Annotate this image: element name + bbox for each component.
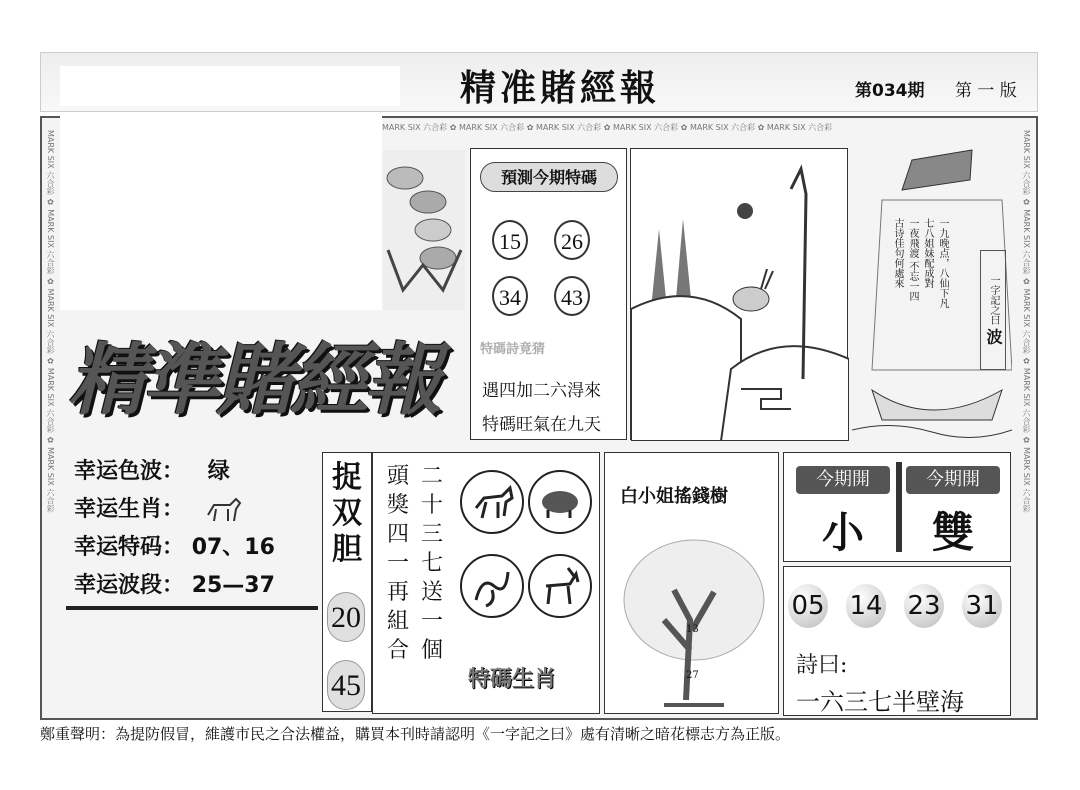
tip-char: 七 xyxy=(420,551,443,576)
shuangdan-number: 45 xyxy=(327,660,365,710)
open-value-parity: 雙 xyxy=(932,508,975,557)
border-text: MARK SIX 六合彩 xyxy=(46,130,55,196)
border-text: MARK SIX 六合彩 xyxy=(766,123,833,132)
boat-poem-line: 一夜飛渡 不忘一四 xyxy=(907,218,918,302)
result-number: 14 xyxy=(846,584,886,628)
lucky-zodiac-row xyxy=(74,492,244,525)
horse-icon xyxy=(204,495,244,525)
issue-number: 第034期 xyxy=(855,81,925,101)
open-divider xyxy=(896,462,902,552)
border-text: MARK SIX 六合彩 xyxy=(1022,209,1031,275)
lucky-tema-label: 幸运特码： xyxy=(74,535,185,560)
shuangdan-title xyxy=(328,460,366,568)
border-strip-right: MARK SIX 六合彩 ✿ MARK SIX 六合彩 ✿ MARK SIX 六合彩 ✿ MARK SIX 六合彩 ✿ MARK SIX 六合彩 xyxy=(1022,130,1031,513)
result-number: 23 xyxy=(904,584,944,628)
boat-poem-line: 古诗佳句何處來 xyxy=(892,218,903,288)
border-strip-top: MARK SIX 六合彩 ✿ MARK SIX 六合彩 ✿ MARK SIX 六合彩 ✿ MARK SIX 六合彩 ✿ MARK SIX 六合彩 ✿ MARK SIX 六合彩 xyxy=(382,123,833,132)
zodiac-dragon-icon xyxy=(460,554,524,618)
lucky-segment-value: 25—37 xyxy=(191,573,275,598)
lucky-color-value: 绿 xyxy=(207,459,230,484)
open-tag: 今期開 xyxy=(796,466,890,494)
tip-char: 一 xyxy=(420,609,443,634)
tip-char: 二 xyxy=(420,464,443,489)
footer-notice: 鄭重聲明：為提防假冒，維護市民之合法權益，購買本刊時請認明《一字記之曰》處有清晰之暗花標志方為正版。 xyxy=(40,722,1038,746)
balls-icon xyxy=(383,150,465,310)
rabbit-hill-icon xyxy=(631,149,849,441)
lucky-tema-value: 07、16 xyxy=(191,535,275,560)
tip-char: 一 xyxy=(386,551,409,576)
lucky-color-label: 幸运色波： xyxy=(74,459,185,484)
tip-char: 送 xyxy=(420,580,443,605)
poem-label: 詩曰: xyxy=(796,653,848,678)
lucky-segment-row xyxy=(74,568,275,599)
tip-char: 組 xyxy=(386,609,409,634)
tip-column-2 xyxy=(420,462,444,665)
header-blank-area xyxy=(60,66,400,106)
border-text: MARK SIX 六合彩 xyxy=(46,288,55,354)
open-tag: 今期開 xyxy=(906,466,1000,494)
boat-poem xyxy=(890,218,950,368)
border-text: MARK SIX 六合彩 xyxy=(1022,288,1031,354)
lottery-balls-illustration xyxy=(383,150,465,310)
tema-zodiac-title: 特碼生肖 xyxy=(468,666,557,692)
border-text: MARK SIX 六合彩 xyxy=(46,447,55,513)
boat-poem-line: 一九晚点，八仙下凡 xyxy=(937,218,948,308)
side-label: 一字記之曰 xyxy=(988,275,999,326)
tree-icon xyxy=(614,520,774,710)
lucky-color-row xyxy=(74,454,230,485)
side-char: 波 xyxy=(984,328,1003,345)
tip-char: 頭 xyxy=(386,464,409,489)
prediction-number: 34 xyxy=(492,276,528,316)
border-text: MARK SIX 六合彩 xyxy=(382,123,448,132)
tip-char: 十 xyxy=(420,493,443,518)
border-text: MARK SIX 六合彩 xyxy=(689,123,756,132)
border-text: MARK SIX 六合彩 xyxy=(1022,367,1031,434)
edition-label: 第 一 版 xyxy=(955,81,1017,101)
tree-label: 13 xyxy=(686,624,699,635)
prediction-title: 預測今期特碼 xyxy=(480,162,618,192)
tip-char: 再 xyxy=(386,580,409,605)
poem-line: 遇四加二六淂來 xyxy=(482,381,601,401)
tip-char: 四 xyxy=(386,522,409,547)
border-text: MARK SIX 六合彩 xyxy=(1022,130,1031,196)
zodiac-dog-icon xyxy=(460,470,524,534)
prediction-number: 43 xyxy=(554,276,590,316)
lucky-zodiac-label: 幸运生肖： xyxy=(74,497,185,522)
money-tree-illustration xyxy=(614,520,774,710)
shuangdan-number: 20 xyxy=(327,592,365,642)
tree-label: 27 xyxy=(686,670,699,681)
lucky-segment-label: 幸运波段： xyxy=(74,573,185,598)
zodiac-goat-icon xyxy=(528,554,592,618)
page-title: 精准賭經報 xyxy=(460,67,661,109)
tip-char: 合 xyxy=(386,638,409,663)
result-number: 05 xyxy=(788,584,828,628)
blank-area xyxy=(60,112,382,310)
open-value-size: 小 xyxy=(822,508,865,557)
poem-line: 特碼旺氣在九天 xyxy=(482,415,601,435)
zodiac-pig-icon xyxy=(528,470,592,534)
border-strip-left: MARK SIX 六合彩 ✿ MARK SIX 六合彩 ✿ MARK SIX 六合彩 ✿ MARK SIX 六合彩 ✿ MARK SIX 六合彩 xyxy=(46,130,55,513)
tip-char: 三 xyxy=(420,522,443,547)
divider xyxy=(66,606,318,610)
money-tree-title: 白小姐搖錢樹 xyxy=(620,486,728,507)
result-number: 31 xyxy=(962,584,1002,628)
prediction-number: 15 xyxy=(492,220,528,260)
boat-illustration xyxy=(852,140,1012,440)
shuangdan-title-char: 胆 xyxy=(332,532,362,567)
poem-line: 一六三七半壁海 xyxy=(796,688,964,716)
side-stamp xyxy=(980,250,1006,370)
tip-column-1 xyxy=(386,462,410,665)
border-text: MARK SIX 六合彩 xyxy=(46,209,55,275)
tip-char: 個 xyxy=(420,638,443,663)
tip-char: 獎 xyxy=(386,493,409,518)
lucky-tema-row xyxy=(74,530,275,561)
poem-label: 特碼詩竟猜 xyxy=(480,342,546,357)
border-text: MARK SIX 六合彩 xyxy=(612,123,679,132)
border-text: MARK SIX 六合彩 xyxy=(458,123,525,132)
logo-text: 精準賭經報 xyxy=(68,336,439,426)
landscape-illustration xyxy=(630,148,848,440)
boat-poem-line: 七八姐妹配成對 xyxy=(922,218,933,288)
border-text: MARK SIX 六合彩 xyxy=(535,123,602,132)
border-text: MARK SIX 六合彩 xyxy=(1022,447,1031,513)
shuangdan-title-char: 双 xyxy=(332,496,362,531)
border-text: MARK SIX 六合彩 xyxy=(46,367,55,434)
shuangdan-title-char: 捉 xyxy=(332,460,362,495)
prediction-number: 26 xyxy=(554,220,590,260)
